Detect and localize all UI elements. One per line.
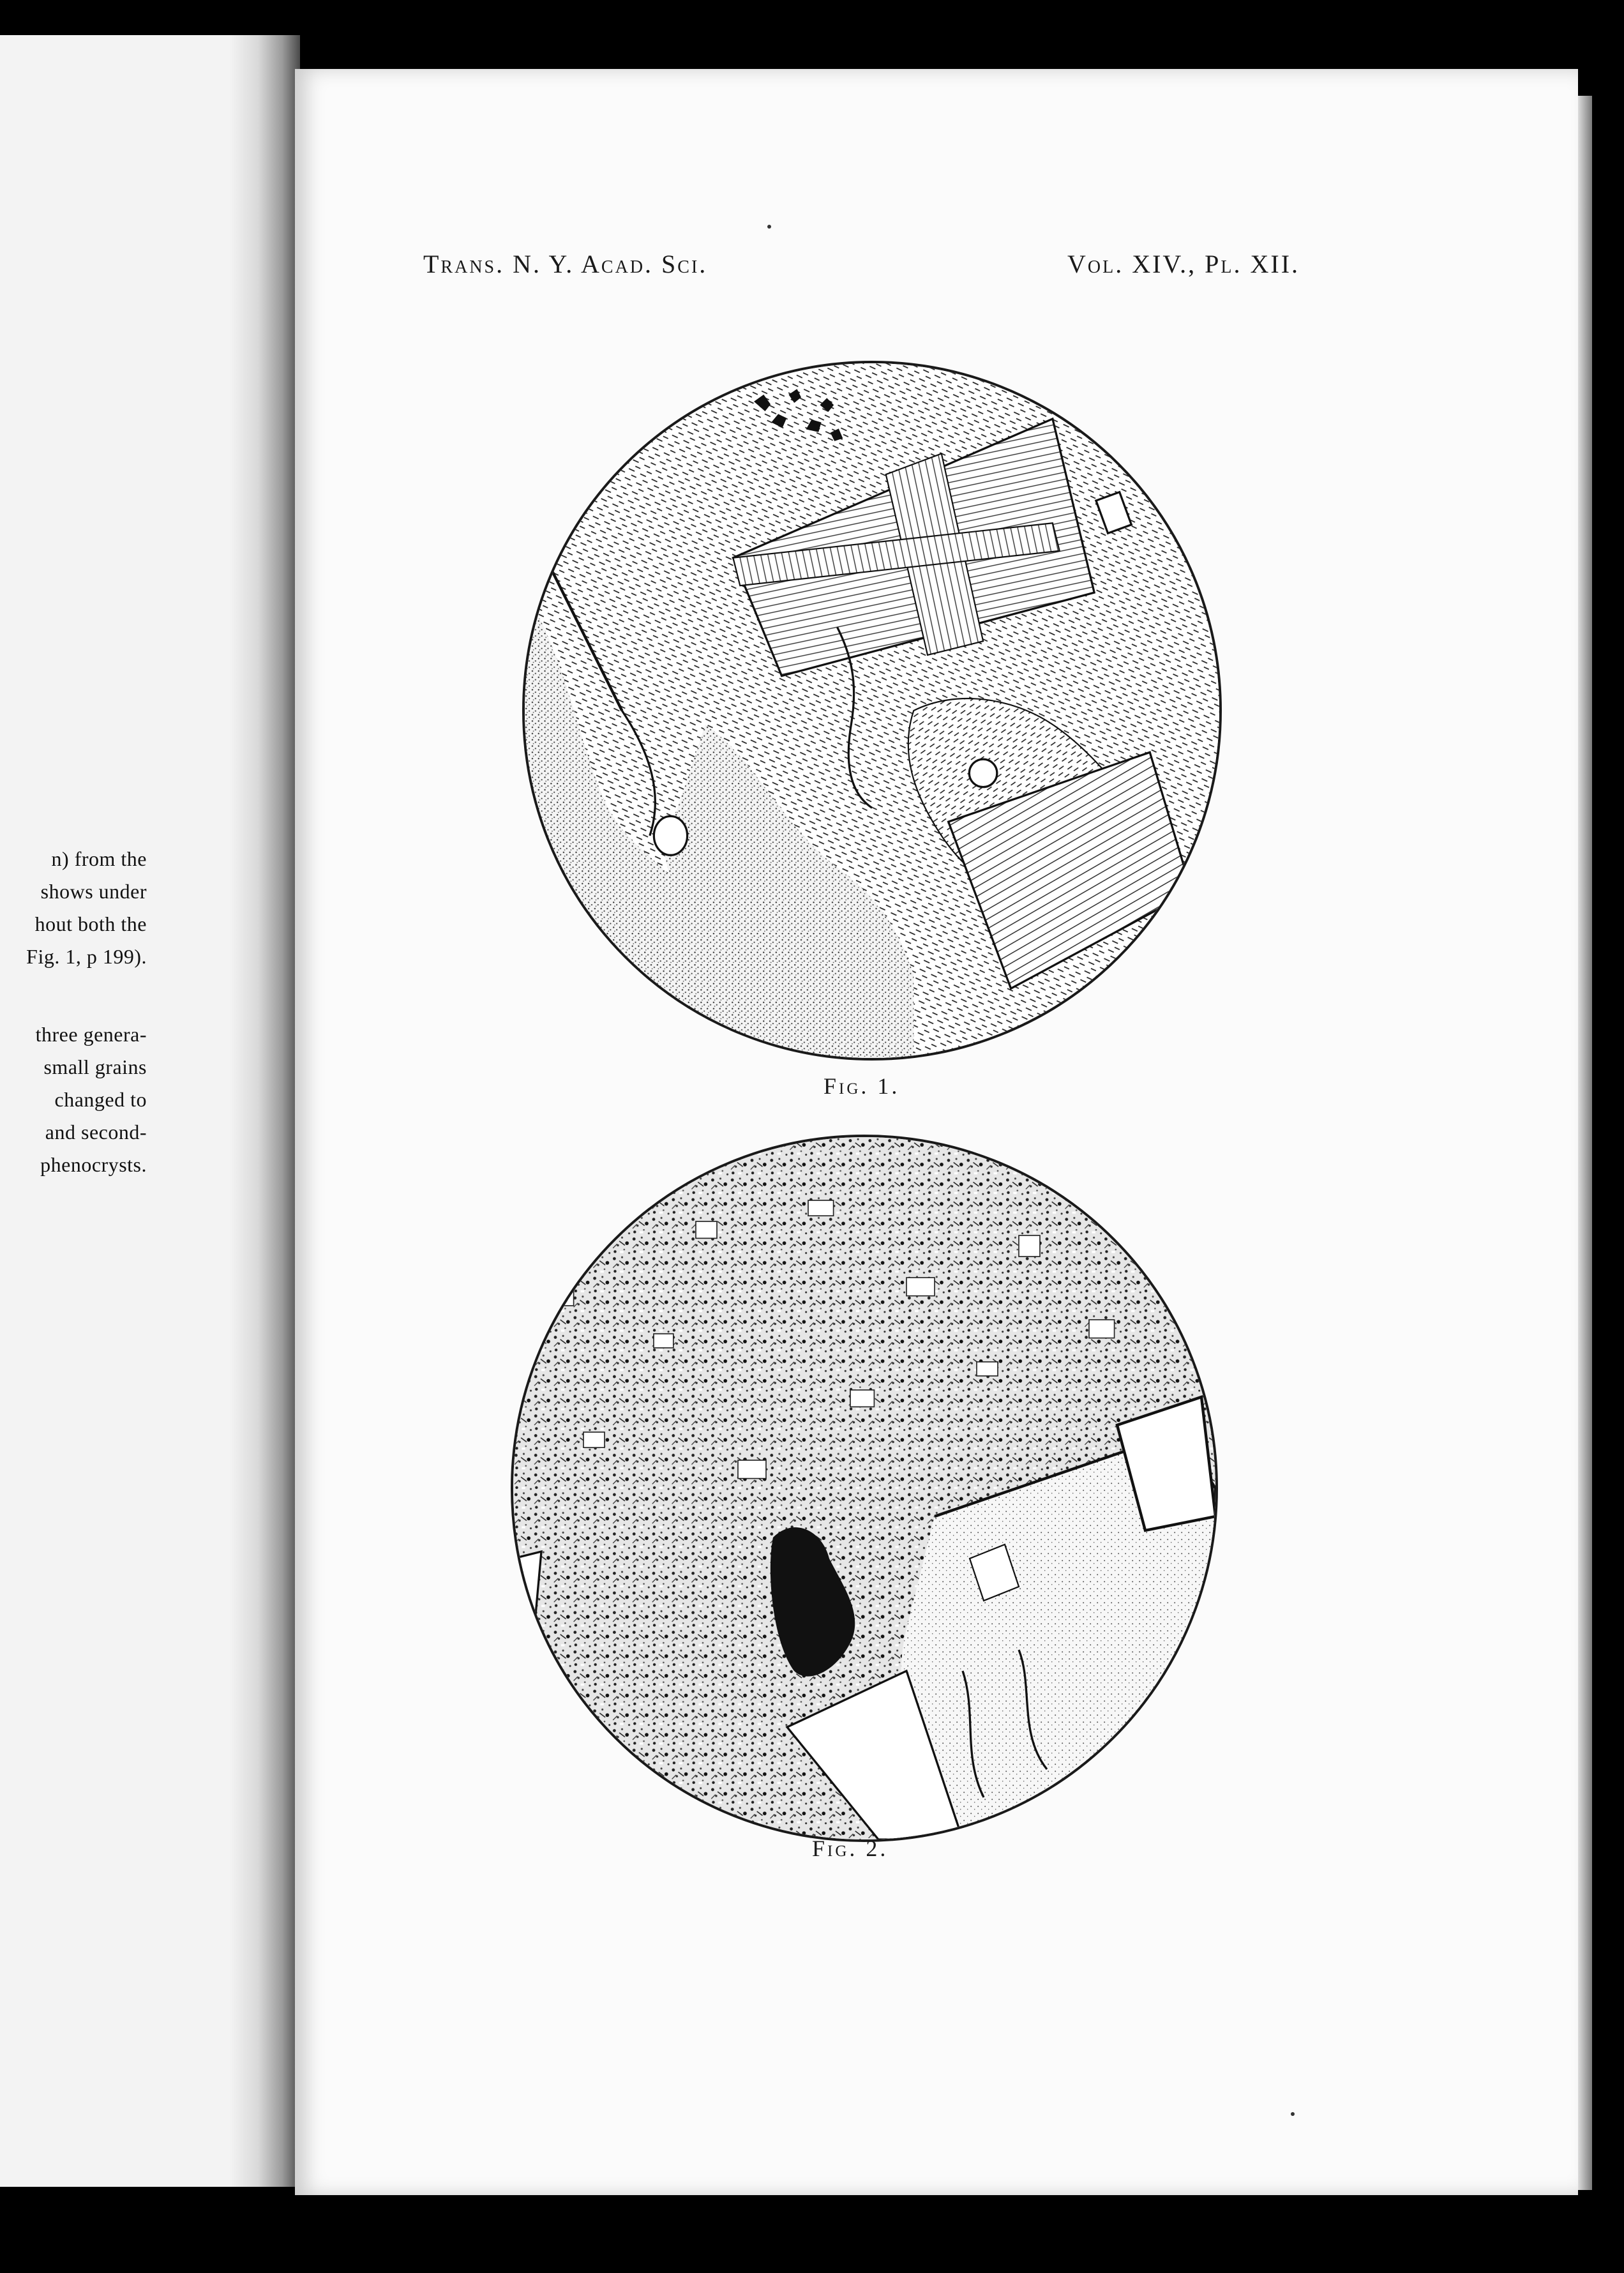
figure-2-micrograph xyxy=(511,1135,1218,1842)
text-line: phenocrysts. xyxy=(40,1153,147,1176)
running-head-journal: Trans. N. Y. Acad. Sci. xyxy=(423,250,708,278)
left-paragraph-1 xyxy=(0,843,147,973)
text-line: shows under xyxy=(40,880,147,903)
left-page xyxy=(0,35,300,2187)
page-edge xyxy=(1578,96,1592,2190)
text-line: and second- xyxy=(45,1121,147,1144)
text-line: small grains xyxy=(43,1055,147,1078)
figure-2-caption: Fig. 2. xyxy=(812,1836,889,1861)
figure-1-drawing xyxy=(525,363,1219,1058)
figure-1-micrograph xyxy=(522,361,1222,1061)
page-speck xyxy=(767,225,771,229)
left-paragraph-2 xyxy=(0,1018,147,1181)
text-line: Fig. 1, p 199). xyxy=(26,945,147,968)
text-line: hout both the xyxy=(34,912,147,935)
text-line: n) from the xyxy=(51,847,147,870)
text-line: changed to xyxy=(54,1088,147,1111)
page-speck xyxy=(1291,2112,1295,2116)
running-head-plate: Vol. XIV., Pl. XII. xyxy=(1067,250,1300,278)
text-line: three genera- xyxy=(35,1023,147,1046)
figure-1-caption: Fig. 1. xyxy=(823,1073,900,1099)
book-gutter xyxy=(230,35,300,2187)
figure-2-drawing xyxy=(513,1137,1215,1839)
